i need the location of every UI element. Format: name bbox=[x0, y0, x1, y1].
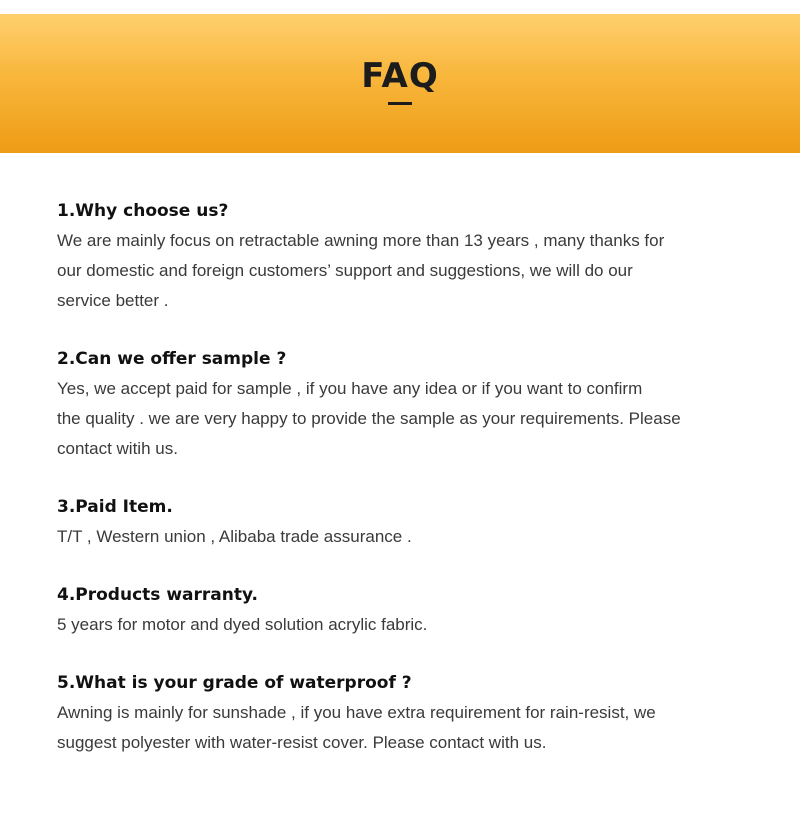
faq-answer-line: We are mainly focus on retractable awning more than 13 years , many thanks for bbox=[57, 231, 665, 250]
faq-answer bbox=[57, 698, 757, 758]
faq-item-offer-sample bbox=[57, 346, 757, 464]
faq-question: 2.Can we offer sample ? bbox=[57, 349, 287, 369]
faq-answer-line: Yes, we accept paid for sample , if you have any idea or if you want to confirm bbox=[57, 379, 643, 398]
faq-answer-line: our domestic and foreign customers’ support and suggestions, we will do our bbox=[57, 261, 633, 280]
faq-answer-line: suggest polyester with water-resist cover. Please contact with us. bbox=[57, 733, 547, 752]
title-underline bbox=[388, 102, 412, 105]
faq-answer bbox=[57, 226, 757, 316]
faq-answer-line: Awning is mainly for sunshade , if you have extra requirement for rain-resist, we bbox=[57, 703, 656, 722]
faq-answer-line: service better . bbox=[57, 291, 169, 310]
faq-answer-line: 5 years for motor and dyed solution acrylic fabric. bbox=[57, 615, 428, 634]
faq-answer-line: the quality . we are very happy to provide the sample as your requirements. Please bbox=[57, 409, 681, 428]
faq-item-why-choose-us bbox=[57, 198, 757, 316]
faq-item-paid-item bbox=[57, 494, 757, 552]
faq-answer bbox=[57, 374, 757, 464]
faq-question: 1.Why choose us? bbox=[57, 201, 229, 221]
faq-question: 3.Paid Item. bbox=[57, 497, 173, 517]
faq-item-products-warranty bbox=[57, 582, 757, 640]
top-strip bbox=[0, 0, 800, 14]
faq-item-waterproof-grade bbox=[57, 670, 757, 758]
faq-answer-line: contact witih us. bbox=[57, 439, 178, 458]
faq-answer bbox=[57, 610, 757, 640]
faq-question: 4.Products warranty. bbox=[57, 585, 258, 605]
page-title: FAQ bbox=[361, 56, 439, 96]
faq-answer-line: T/T , Western union , Alibaba trade assurance . bbox=[57, 527, 412, 546]
faq-answer bbox=[57, 522, 757, 552]
faq-list bbox=[57, 198, 757, 758]
faq-question: 5.What is your grade of waterproof ? bbox=[57, 673, 412, 693]
faq-banner bbox=[0, 14, 800, 153]
